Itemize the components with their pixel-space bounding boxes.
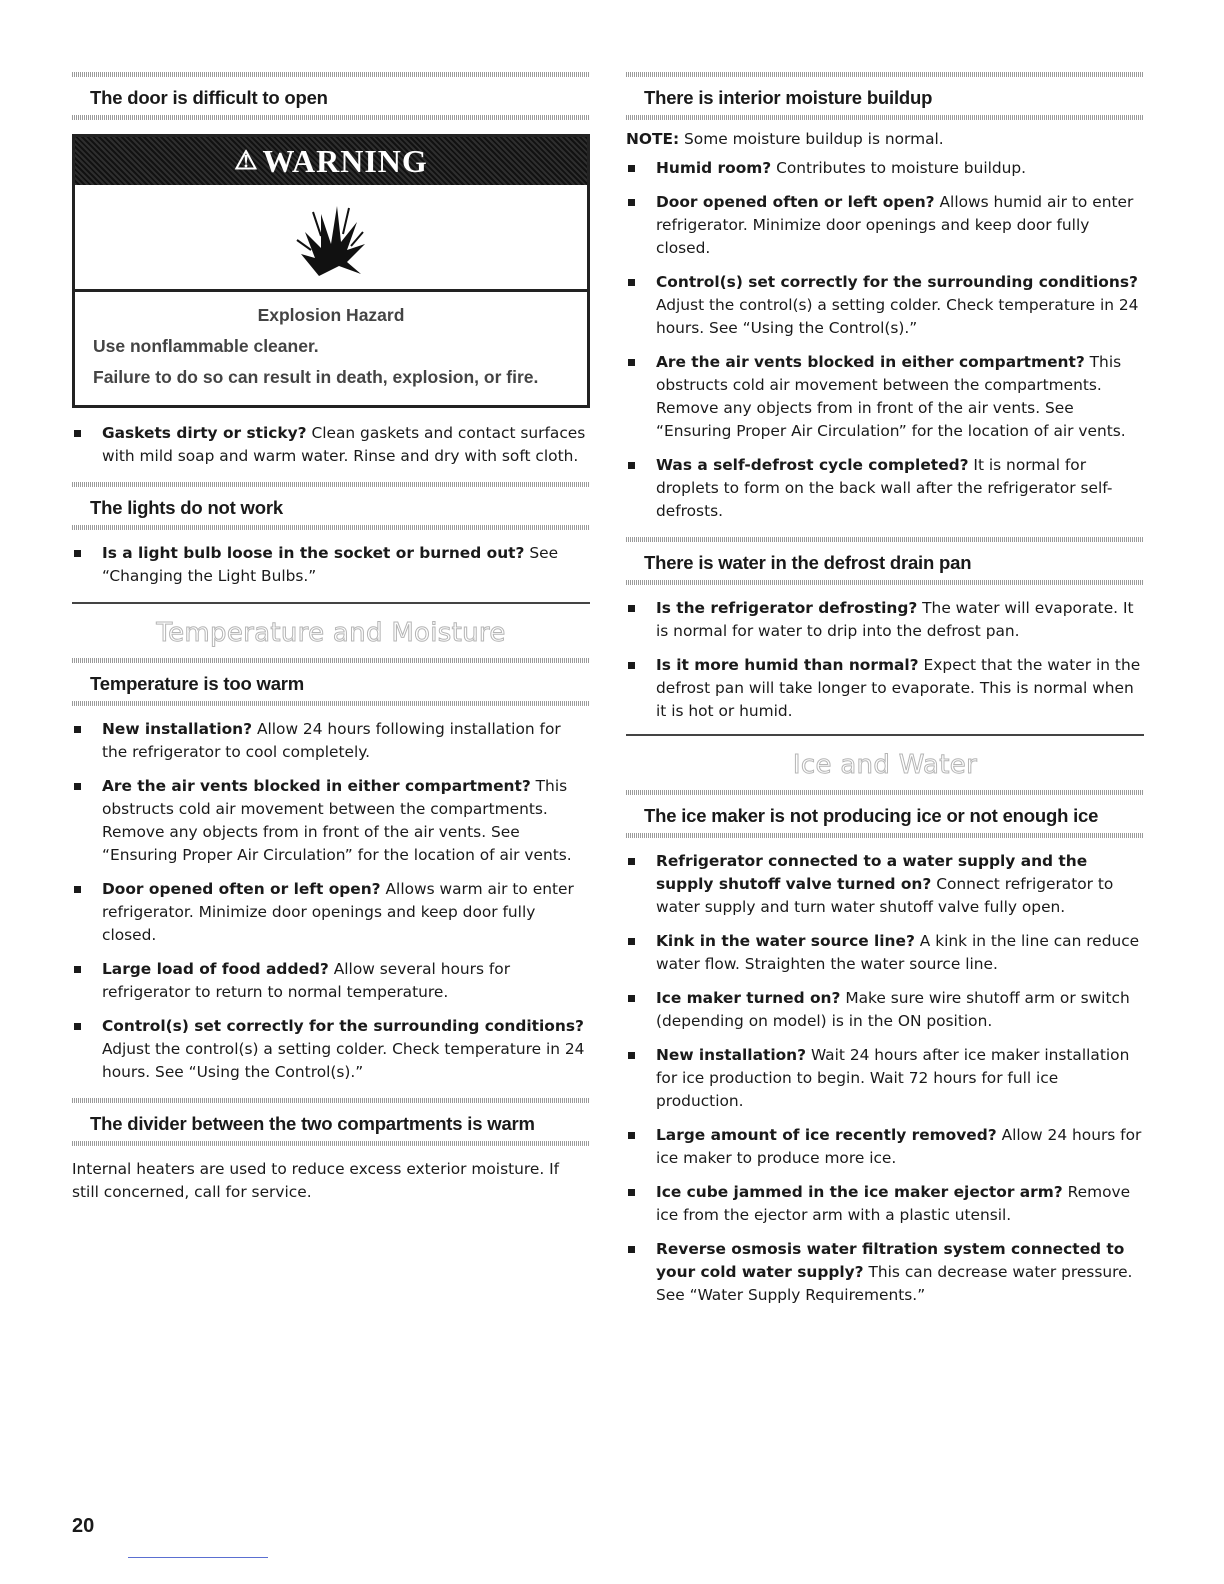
section-heading: The lights do not work	[90, 497, 283, 518]
warm-items	[72, 718, 590, 1084]
door-items	[72, 422, 590, 468]
list-item: Humid room? Contributes to moisture buildup.	[626, 157, 1144, 180]
section-warm	[72, 658, 590, 706]
warning-line-2: Failure to do so can result in death, explosion, or fire.	[93, 367, 539, 387]
drain-items	[626, 597, 1144, 723]
page-number: 20	[72, 1515, 95, 1537]
section-heading: There is water in the defrost drain pan	[644, 552, 972, 573]
list-item: Control(s) set correctly for the surrounding conditions? Adjust the control(s) a setting colder. Check temperature in 24 hours. See “Using the Control(s).”	[72, 1015, 590, 1084]
chapter-title: Temperature and Moisture	[156, 618, 506, 648]
section-moisture	[626, 72, 1144, 120]
lights-items	[72, 542, 590, 588]
warning-banner	[75, 137, 587, 185]
list-item: Are the air vents blocked in either compartment? This obstructs cold air movement between the compartments. Remove any objects from in front of the air vents. See “Ensuring Proper Air Circulation” for the location of air vents.	[72, 775, 590, 867]
list-item: Reverse osmosis water filtration system connected to your cold water supply? This can decrease water pressure. See “Water Supply Requirements.”	[626, 1238, 1144, 1307]
warning-line-1: Use nonflammable cleaner.	[93, 336, 319, 356]
warning-triangle-icon: ⚠	[234, 146, 259, 175]
list-item: Is it more humid than normal? Expect that the water in the defrost pan will take longer to evaporate. This is normal when it is hot or humid.	[626, 654, 1144, 723]
left-column	[72, 72, 590, 1204]
list-item: Refrigerator connected to a water supply and the supply shutoff valve turned on? Connect refrigerator to water supply and turn water shutoff valve fully open.	[626, 850, 1144, 919]
list-item: Large amount of ice recently removed? Allow 24 hours for ice maker to produce more ice.	[626, 1124, 1144, 1170]
list-item: Is the refrigerator defrosting? The water will evaporate. It is normal for water to drip into the defrost pan.	[626, 597, 1144, 643]
list-item: Ice maker turned on? Make sure wire shutoff arm or switch (depending on model) is in the ON position.	[626, 987, 1144, 1033]
moisture-note: NOTE: Some moisture buildup is normal.	[626, 130, 944, 148]
section-heading: The divider between the two compartments is warm	[90, 1113, 535, 1134]
list-item: Large load of food added? Allow several hours for refrigerator to return to normal temperature.	[72, 958, 590, 1004]
list-item: Kink in the water source line? A kink in the line can reduce water flow. Straighten the water source line.	[626, 930, 1144, 976]
section-lights	[72, 482, 590, 530]
warning-box	[72, 134, 590, 408]
list-item: Door opened often or left open? Allows humid air to enter refrigerator. Minimize door openings and keep door fully closed.	[626, 191, 1144, 260]
section-heading: Temperature is too warm	[90, 673, 305, 694]
section-heading: There is interior moisture buildup	[644, 87, 933, 108]
list-item: Was a self-defrost cycle completed? It is normal for droplets to form on the back wall after the refrigerator self-defrosts.	[626, 454, 1144, 523]
right-column	[626, 72, 1144, 1318]
list-item: Is a light bulb loose in the socket or burned out? See “Changing the Light Bulbs.”	[72, 542, 590, 588]
list-item: Are the air vents blocked in either compartment? This obstructs cold air movement between the compartments. Remove any objects from in front of the air vents. See “Ensuring Proper Air Circulation” for the location of air vents.	[626, 351, 1144, 443]
section-heading: The ice maker is not producing ice or not enough ice	[644, 805, 1099, 826]
warning-hazard: Explosion Hazard	[257, 305, 405, 325]
chapter-title: Ice and Water	[792, 750, 978, 780]
section-heading: The door is difficult to open	[90, 87, 328, 108]
divider-text: Internal heaters are used to reduce excess exterior moisture. If still concerned, call for service.	[72, 1160, 560, 1201]
section-divider	[72, 1098, 590, 1146]
moisture-items	[626, 157, 1144, 523]
list-item: Ice cube jammed in the ice maker ejector arm? Remove ice from the ejector arm with a plastic utensil.	[626, 1181, 1144, 1227]
explosion-icon	[291, 192, 371, 282]
section-door	[72, 72, 590, 120]
warning-banner-text: WARNING	[262, 142, 428, 179]
section-ice	[626, 790, 1144, 838]
ice-items	[626, 850, 1144, 1307]
section-drain	[626, 537, 1144, 585]
list-item: New installation? Allow 24 hours following installation for the refrigerator to cool completely.	[72, 718, 590, 764]
footer-line	[128, 1557, 268, 1558]
list-item: Gaskets dirty or sticky? Clean gaskets and contact surfaces with mild soap and warm water. Rinse and dry with soft cloth.	[72, 422, 590, 468]
list-item: Control(s) set correctly for the surrounding conditions? Adjust the control(s) a setting colder. Check temperature in 24 hours. See “Using the Control(s).”	[626, 271, 1144, 340]
list-item: New installation? Wait 24 hours after ice maker installation for ice production to begin. Wait 72 hours for full ice production.	[626, 1044, 1144, 1113]
list-item: Door opened often or left open? Allows warm air to enter refrigerator. Minimize door openings and keep door fully closed.	[72, 878, 590, 947]
